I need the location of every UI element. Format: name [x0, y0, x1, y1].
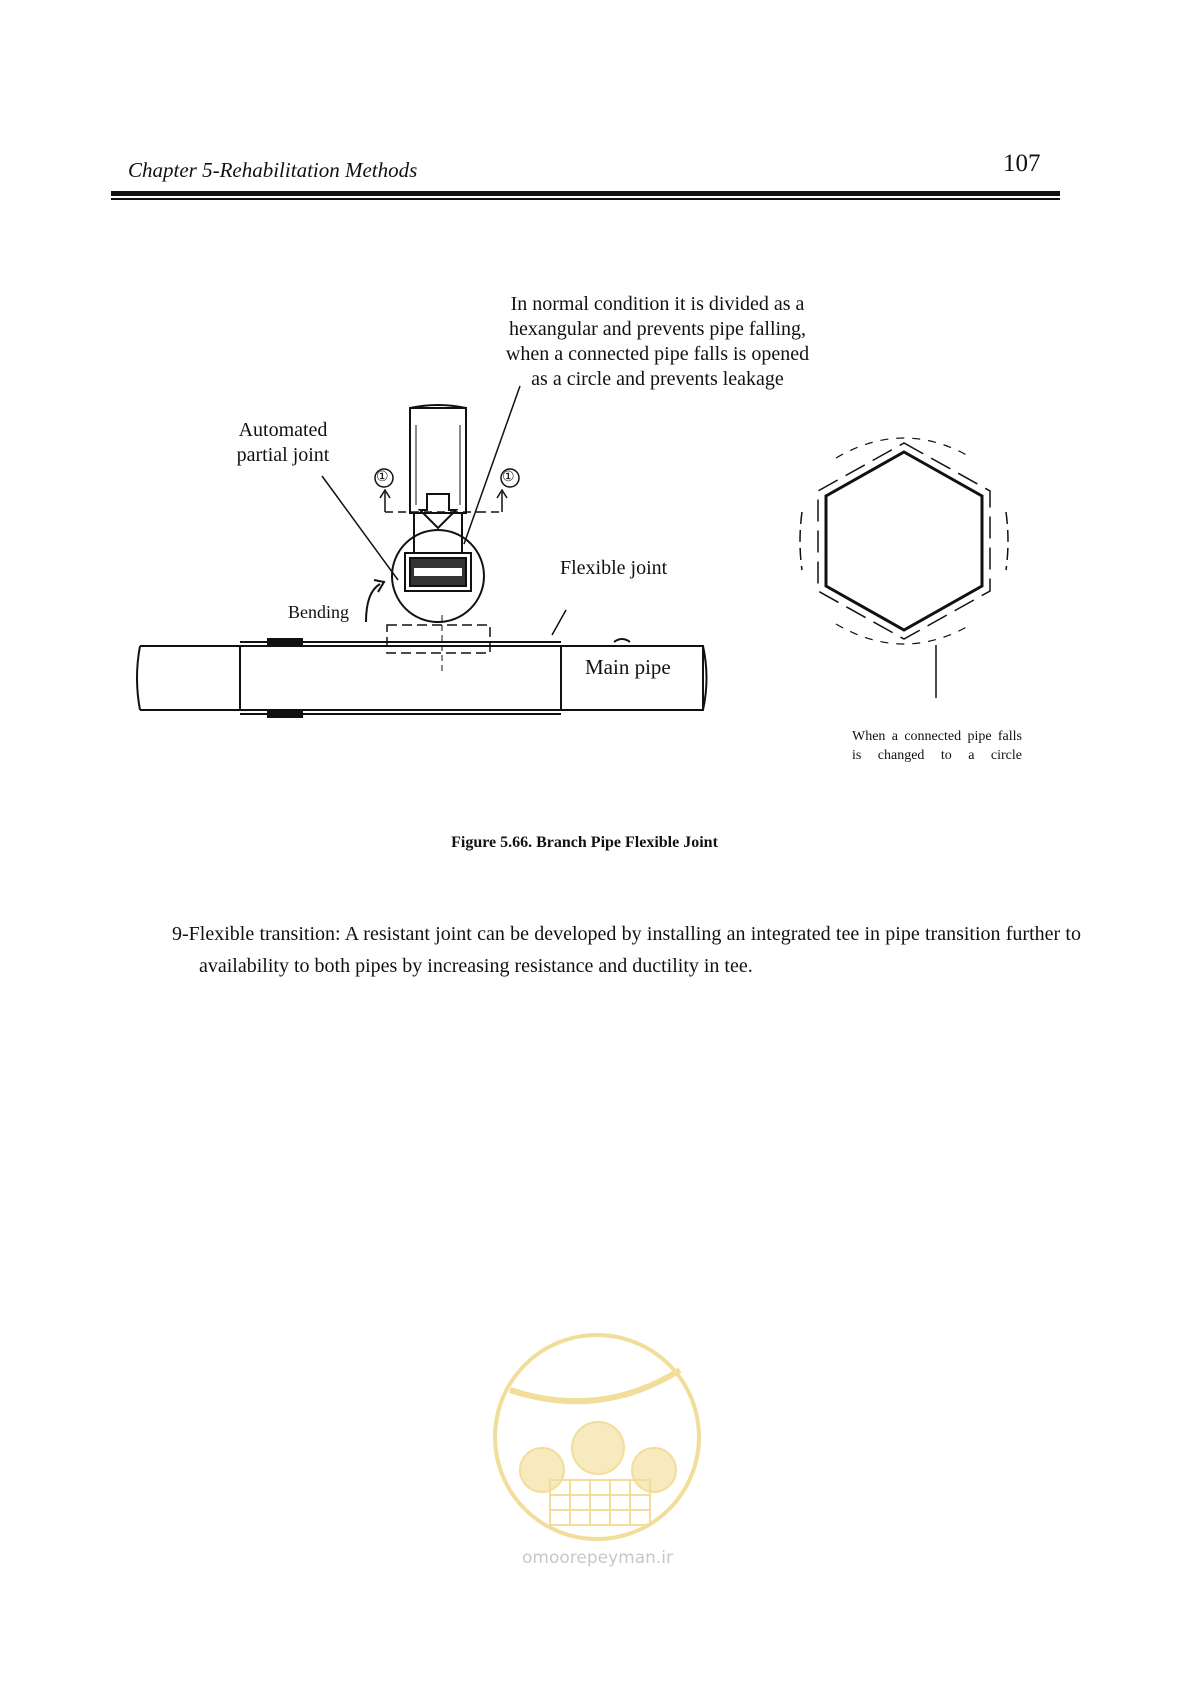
label-flexible-joint: Flexible joint — [560, 557, 668, 579]
watermark-logo — [490, 1330, 705, 1610]
page-number: 107 — [1003, 150, 1041, 177]
section-mark-left: ① — [376, 470, 389, 485]
running-head: Chapter 5-Rehabilitation Methods — [128, 158, 418, 182]
section-marks — [375, 469, 519, 512]
hexagon-section — [800, 438, 1008, 644]
bending-arrow — [366, 580, 384, 622]
branch-pipe-drawing — [387, 405, 490, 675]
watermark-url: omoorepeyman.ir — [521, 1548, 674, 1568]
note-circle: When a connected pipe falls is changed to a circle — [852, 729, 1022, 763]
figure-branch-pipe-joint — [0, 280, 1191, 800]
header-rule-thin — [111, 198, 1060, 200]
label-main-pipe: Main pipe — [585, 655, 671, 679]
label-bending: Bending — [288, 602, 349, 622]
body-paragraph: 9-Flexible transition: A resistant joint can be developed by installing an integrated tee in pipe transition further to availability to both pipes by increasing resistance and ductility in tee. — [172, 923, 1081, 977]
watermark-seal-icon — [490, 1330, 705, 1545]
label-automated-partial-joint: Automated partial joint — [236, 419, 330, 466]
note-normal-condition: In normal condition it is divided as a hexangular and prevents pipe falling, when a connected pipe falls is opened as a circle and prevents leakage — [505, 293, 810, 390]
section-mark-right: ① — [502, 470, 515, 485]
header-rule-thick — [111, 191, 1060, 196]
figure-caption: Figure 5.66. Branch Pipe Flexible Joint — [451, 834, 718, 851]
